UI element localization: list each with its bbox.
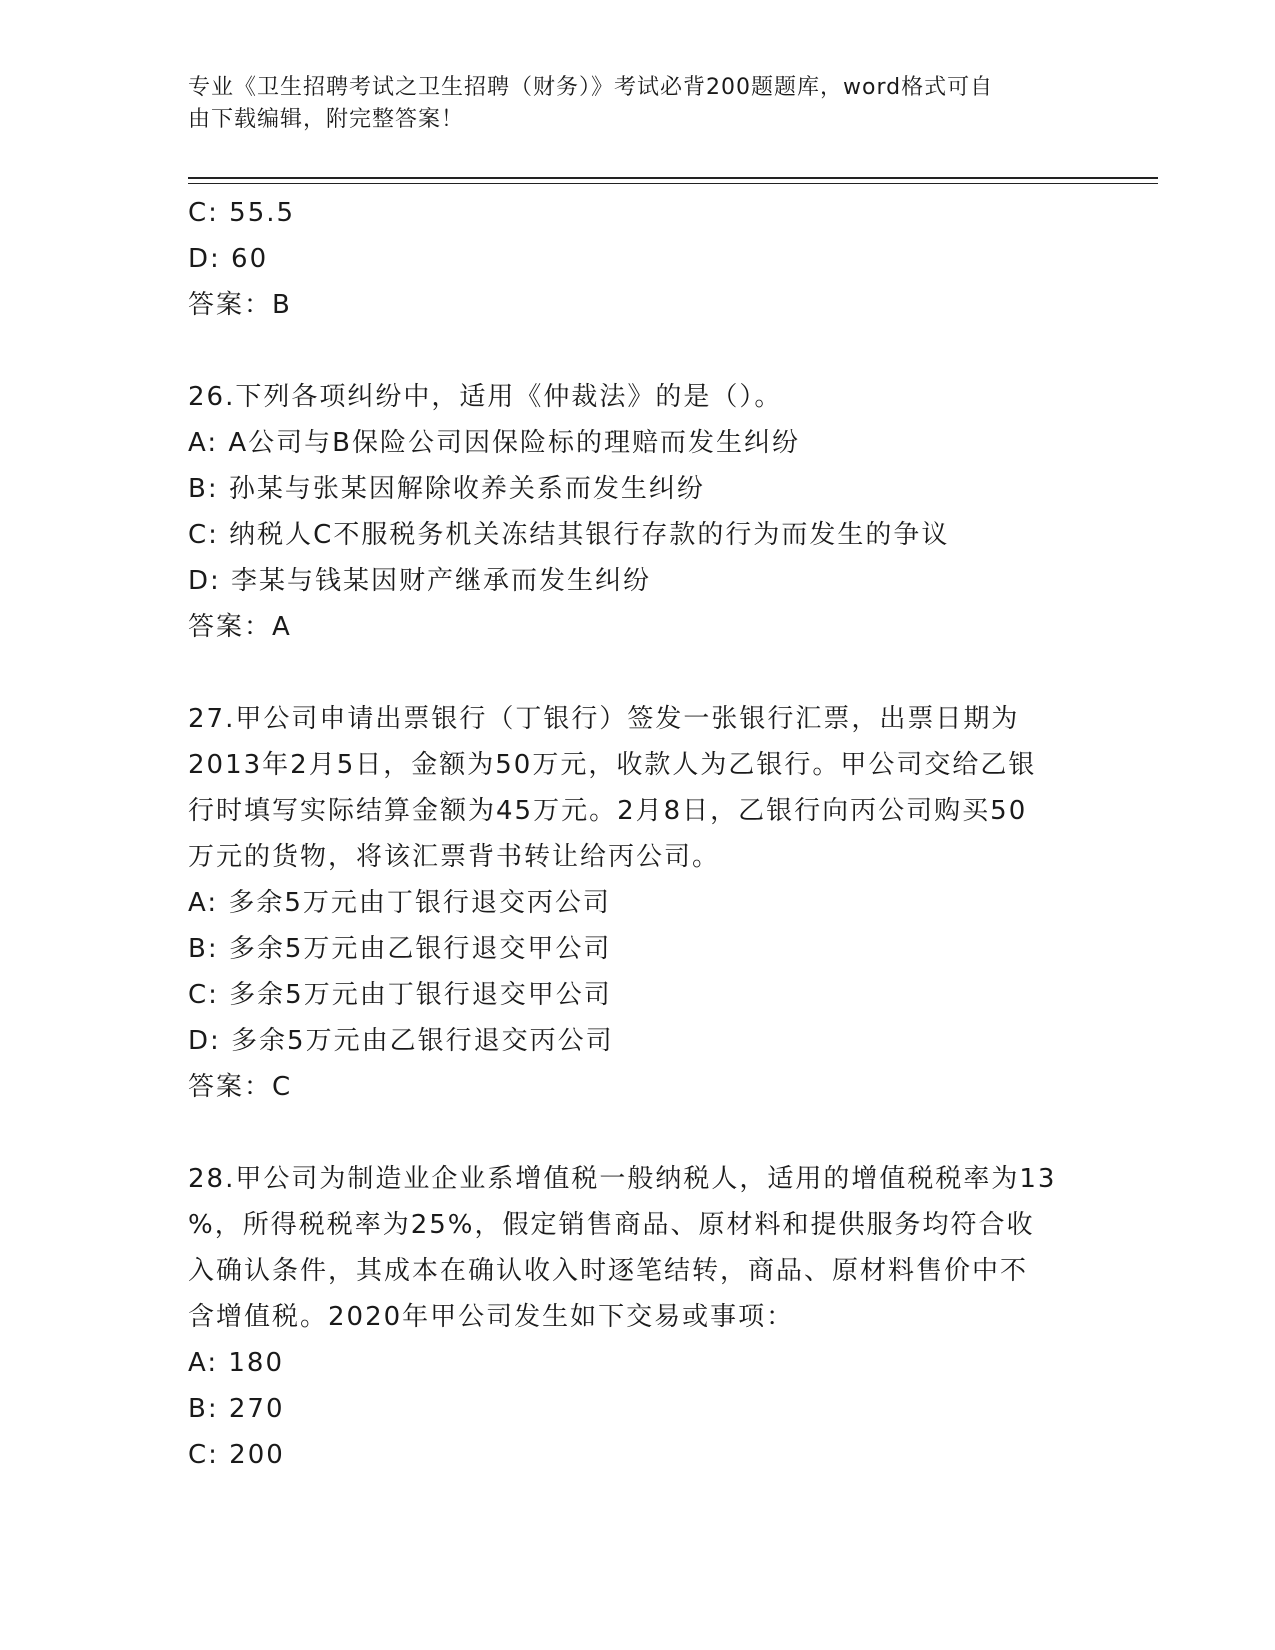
header-title-line-1: 专业《卫生招聘考试之卫生招聘（财务）》考试必背200题题库，word格式可自 <box>188 75 994 100</box>
answer-label: 答案：C <box>188 1072 293 1102</box>
option-a: A: 多余5万元由丁银行退交丙公司 <box>188 888 611 918</box>
option-d: D: 60 <box>188 244 269 274</box>
option-d: D: 多余5万元由乙银行退交丙公司 <box>188 1026 614 1056</box>
option-c: C: 多余5万元由丁银行退交甲公司 <box>188 980 612 1010</box>
option-b: B: 多余5万元由乙银行退交甲公司 <box>188 934 612 964</box>
question-stem-line: 行时填写实际结算金额为45万元。2月8日，乙银行向丙公司购买50 <box>188 796 1028 826</box>
question-28 <box>188 1156 1088 1478</box>
question-stem-line: 28.甲公司为制造业企业系增值税一般纳税人，适用的增值税税率为13 <box>188 1164 1057 1194</box>
question-stem-line: 万元的货物，将该汇票背书转让给丙公司。 <box>188 842 721 872</box>
header-divider-thin <box>188 183 1158 184</box>
answer-label: 答案：B <box>188 290 292 320</box>
option-a: A: A公司与B保险公司因保险标的理赔而发生纠纷 <box>188 428 800 458</box>
option-b: B: 270 <box>188 1394 285 1424</box>
spacer <box>188 650 1088 696</box>
option-d: D: 李某与钱某因财产继承而发生纠纷 <box>188 566 652 596</box>
spacer <box>188 328 1088 374</box>
question-stem-line: %，所得税税率为25%，假定销售商品、原材料和提供服务均符合收 <box>188 1210 1035 1240</box>
question-list <box>188 190 1088 1478</box>
question-stem-line: 27.甲公司申请出票银行（丁银行）签发一张银行汇票，出票日期为 <box>188 704 1020 734</box>
question-stem: 26.下列各项纠纷中，适用《仲裁法》的是（）。 <box>188 382 783 412</box>
question-26 <box>188 374 1088 650</box>
document-header <box>188 72 1088 136</box>
header-title-line-2: 由下载编辑，附完整答案！ <box>188 107 465 132</box>
option-c: C: 200 <box>188 1440 285 1470</box>
question-stem-line: 入确认条件，其成本在确认收入时逐笔结转，商品、原材料售价中不 <box>188 1256 1029 1286</box>
question-27 <box>188 696 1088 1110</box>
header-divider-thick <box>188 177 1158 179</box>
option-a: A: 180 <box>188 1348 284 1378</box>
question-stem-line: 含增值税。2020年甲公司发生如下交易或事项： <box>188 1302 795 1332</box>
option-b: B: 孙某与张某因解除收养关系而发生纠纷 <box>188 474 705 504</box>
spacer <box>188 1110 1088 1156</box>
question-25-tail <box>188 190 1088 328</box>
question-stem-line: 2013年2月5日，金额为50万元，收款人为乙银行。甲公司交给乙银 <box>188 750 1037 780</box>
answer-label: 答案：A <box>188 612 292 642</box>
option-c: C: 纳税人C不服税务机关冻结其银行存款的行为而发生的争议 <box>188 520 950 550</box>
option-c: C: 55.5 <box>188 198 296 228</box>
